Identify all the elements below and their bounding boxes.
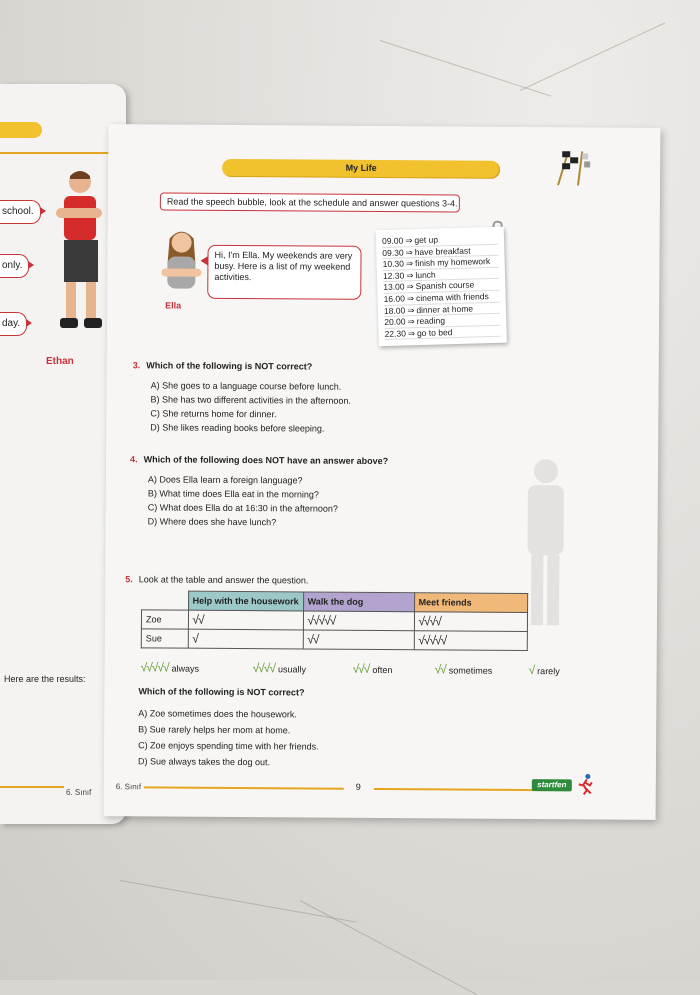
left-page-tab (0, 122, 42, 138)
boy-illustration (34, 168, 108, 354)
schedule-arrow: ⇒ (405, 258, 414, 269)
ella-name: Ella (165, 300, 182, 311)
legend-often: √√√ often (352, 661, 393, 676)
schedule-time: 18.00 (383, 304, 406, 316)
question-4: 4. Which of the following does NOT have an answer above? (130, 454, 389, 467)
q5-option-d[interactable]: D) Sue always takes the dog out. (137, 756, 271, 768)
speech-bubble-only: only. (0, 254, 29, 278)
schedule-time: 12.30 (382, 270, 405, 281)
q3-option-d[interactable]: D) She likes reading books before sleeping. (150, 422, 325, 434)
speech-bubble-school: school. (0, 200, 41, 224)
legend-always: √√√√√ always (140, 660, 200, 675)
footer-line-left (144, 786, 344, 789)
schedule-time: 13.00 (383, 281, 405, 293)
table-cell: √√ (188, 610, 303, 630)
schedule-arrow: ⇒ (407, 316, 415, 327)
question-5: Which of the following is NOT correct? (138, 686, 305, 698)
table-header-meet-friends: Meet friends (414, 593, 527, 613)
ethan-name: Ethan (46, 356, 74, 367)
schedule-activity: have breakfast (414, 245, 471, 257)
legend-sometimes: √√ sometimes (434, 662, 493, 677)
q4-option-c[interactable]: C) What does Ella do at 16:30 in the afternoon? (147, 502, 338, 514)
schedule-activity: finish my homework (414, 256, 491, 269)
table-row (141, 629, 527, 651)
schedule-arrow: ⇒ (407, 304, 415, 315)
schedule-time: 09.30 (382, 247, 404, 258)
ella-speech-bubble: Hi, I'm Ella. My weekends are very busy. Here is a list of my weekend activities. (207, 245, 361, 300)
q5-option-a[interactable]: A) Zoe sometimes does the housework. (138, 708, 297, 720)
section-title-bar (222, 159, 500, 179)
frequency-table (141, 590, 528, 651)
left-page-header-line (0, 152, 126, 154)
schedule-note (376, 227, 507, 347)
table-corner (142, 591, 189, 610)
left-footer-line (0, 786, 64, 788)
table-cell: √√√√√ (414, 631, 527, 651)
legend-rarely: √ rarely (528, 663, 560, 678)
q5-option-c[interactable]: C) Zoe enjoys spending time with her friends. (138, 740, 319, 752)
schedule-time: 10.30 (382, 258, 405, 270)
question-5-intro: 5. Look at the table and answer the question. (125, 574, 309, 586)
q4-option-a[interactable]: A) Does Ella learn a foreign language? (147, 474, 303, 486)
question-3: 3. Which of the following is NOT correct? (132, 360, 313, 372)
table-cell: √√ (303, 630, 414, 650)
schedule-arrow: ⇒ (406, 293, 415, 304)
schedule-arrow: ⇒ (405, 246, 413, 257)
schedule-activity: lunch (415, 269, 436, 280)
schedule-time: 09.00 (381, 235, 404, 247)
left-footer-grade: 6. Sınıf (66, 788, 92, 797)
schedule-activity: cinema with friends (415, 291, 489, 304)
table-row-name: Zoe (141, 610, 188, 629)
table-cell: √√√√ (414, 612, 527, 632)
right-page (104, 124, 661, 820)
table-header-walk-dog: Walk the dog (303, 592, 414, 612)
table-cell: √√√√√ (303, 611, 414, 631)
schedule-arrow: ⇒ (406, 269, 414, 281)
results-text: Here are the results: (4, 674, 86, 684)
schedule-time: 16.00 (383, 293, 406, 304)
q3-option-b[interactable]: B) She has two different activities in the afternoon. (150, 394, 351, 406)
runner-icon (576, 773, 596, 795)
schedule-activity: Spanish course (415, 279, 475, 292)
q4-option-b[interactable]: B) What time does Ella eat in the morning? (147, 488, 319, 500)
q3-option-c[interactable]: C) She returns home for dinner. (150, 408, 277, 420)
q5-option-b[interactable]: B) Sue rarely helps her mom at home. (138, 724, 291, 736)
section-title: My Life (345, 162, 377, 173)
schedule-time: 20.00 (384, 316, 406, 328)
footer-grade: 6. Sınıf (115, 782, 142, 792)
q4-option-d[interactable]: D) Where does she have lunch? (147, 516, 277, 528)
table-row-name: Sue (141, 629, 188, 648)
footer-line-right (374, 788, 534, 791)
schedule-arrow: ⇒ (407, 327, 416, 339)
schedule-arrow: ⇒ (405, 235, 413, 246)
schedule-arrow: ⇒ (406, 281, 414, 292)
checkered-flag-icon (548, 147, 594, 187)
table-header-housework: Help with the housework (188, 591, 303, 611)
schedule-activity: get up (414, 234, 439, 246)
schedule-activity: dinner at home (416, 303, 474, 315)
schedule-row (384, 326, 500, 341)
q3-option-a[interactable]: A) She goes to a language course before lunch. (150, 380, 342, 392)
schedule-activity: go to bed (416, 326, 453, 338)
page-number: 9 (355, 781, 361, 792)
schedule-activity: reading (416, 315, 446, 327)
instruction-box: Read the speech bubble, look at the schedule and answer questions 3-4. (160, 192, 460, 212)
table-cell: √ (188, 629, 303, 649)
speech-bubble-day: day. (0, 312, 27, 336)
publisher-logo: startfen (532, 779, 572, 791)
schedule-time: 22.30 (384, 328, 407, 339)
legend-usually: √√√√ usually (252, 661, 307, 676)
